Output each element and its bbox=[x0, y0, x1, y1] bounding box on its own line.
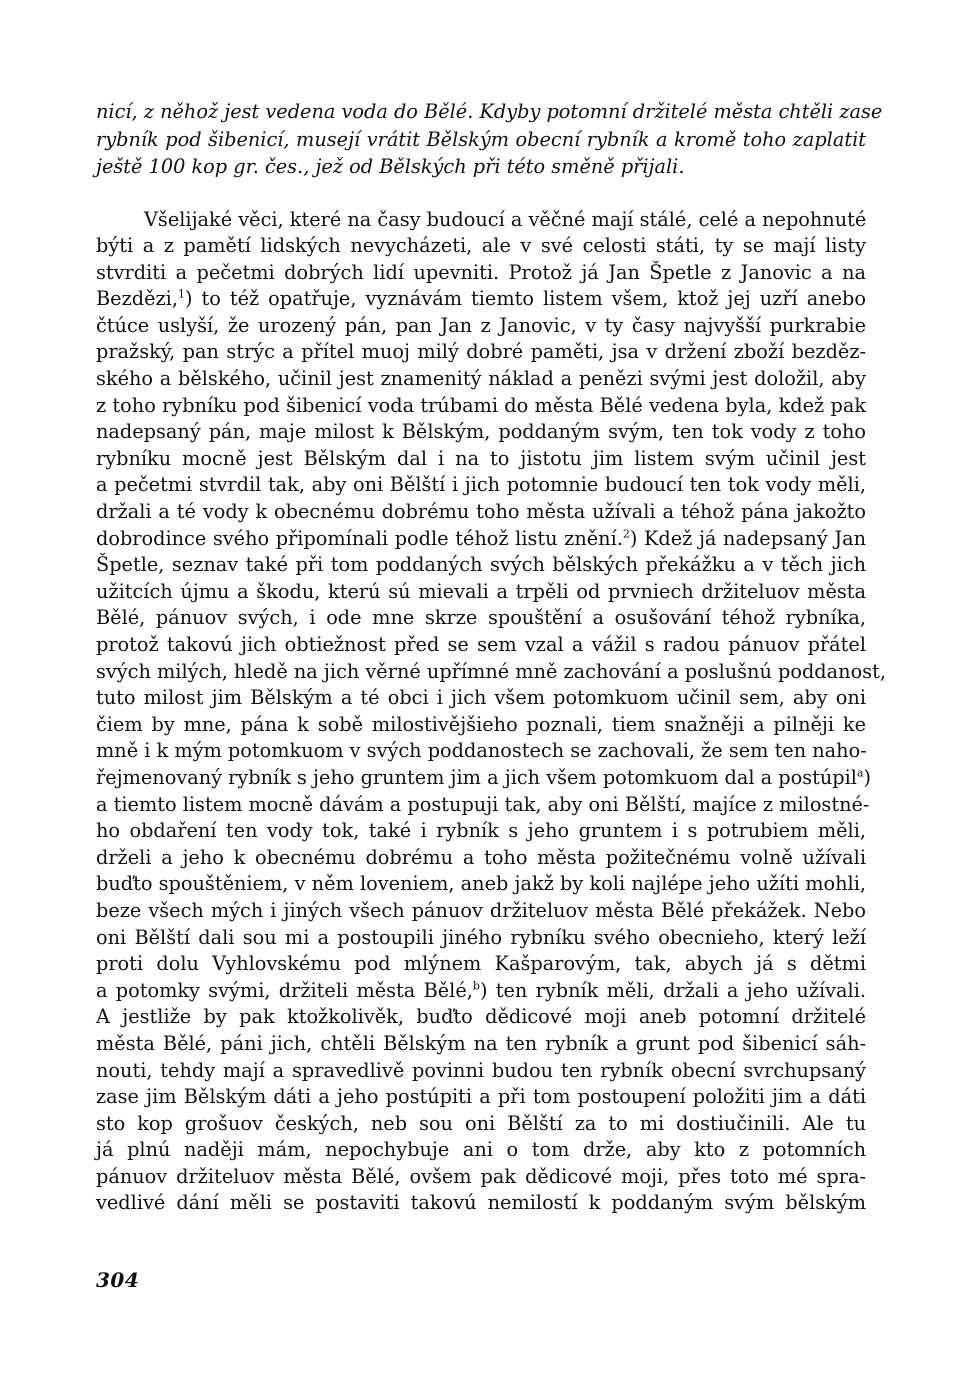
text-fragment: ) ten rybník měli, držali a jeho užívali. bbox=[479, 978, 867, 1002]
text-line: pražský, pan strýc a přítel muoj milý dobré paměti, jsa v držení zboží bezděz- bbox=[96, 340, 866, 364]
text-fragment: Bezdězi, bbox=[96, 287, 178, 311]
text-line: čiem by mne, pána k sobě milostivějšieho poznali, tiem snažněji a pilněji ke bbox=[96, 712, 866, 736]
text-fragment: ) Kdež já nadepsaný Jan bbox=[629, 526, 867, 550]
text-line: stvrditi a pečetmi dobrých lidí upevniti. Protož já Jan Špetle z Janovic a na bbox=[96, 260, 866, 284]
text-fragment: dobrodince svého připomínali podle téhož listu znění. bbox=[96, 526, 623, 550]
text-line: býti a z pamětí lidských nevycházeti, ale v své celosti státi, ty se mají listy bbox=[96, 234, 866, 258]
text-line bbox=[96, 765, 872, 792]
footnote-marker: b bbox=[472, 979, 480, 993]
summary-line: rybník pod šibenicí, musejí vrátit Bělským obecní rybník a kromě toho zaplatit bbox=[96, 127, 866, 151]
text-line: protož takovú jich obtiežnost před se sem vzal a vážil s radou pánuov přátel bbox=[96, 633, 866, 656]
text-line: ského a bělského, učinil jest znamenitý náklad a penězi svými jest doložil, aby bbox=[96, 367, 866, 391]
text-line: zase jim Bělským dáti a jeho postúpiti a při tom postoupení položiti jim a dáti bbox=[96, 1085, 866, 1109]
text-line: z toho rybníku pod šibenicí voda trúbami do města Bělé vedena byla, kdež pak bbox=[96, 393, 866, 417]
text-line: vedlivé dání měli se postaviti takovú nemilostí k poddaným svým bělským bbox=[96, 1191, 866, 1215]
text-line: držali a té vody k obecnému dobrému toho města užívali a téhož pána jakožto bbox=[96, 500, 866, 524]
summary-line: ještě 100 kop gr. čes., jež od Bělských při této směně přijali. bbox=[96, 155, 685, 178]
charter-text bbox=[96, 207, 886, 1218]
text-line: beze všech mých i jiných všech pánuov držiteluov města Bělé překážek. Nebo bbox=[96, 898, 866, 922]
text-line: proti dolu Vyhlovskému pod mlýnem Kašparovým, tak, abych já s dětmi bbox=[96, 952, 866, 976]
text-line: a tiemto listem mocně dávám a postupuji tak, aby oni Bělští, majíce z milostné- bbox=[96, 792, 870, 816]
text-line: Bělé, pánuov svých, i ode mne skrze spouštění a osušování téhož rybníka, bbox=[96, 606, 866, 630]
text-line: já plnú naději mám, nepochybuje ani o tom drže, aby kto z potomních bbox=[96, 1138, 866, 1162]
text-line: Všelijaké věci, které na časy budoucí a věčné mají stálé, celé a nepohnuté bbox=[144, 207, 867, 231]
text-fragment: ) bbox=[863, 765, 872, 789]
text-line: a pečetmi stvrdil tak, aby oni Bělští i jich potomnie budoucí ten tok vody měli, bbox=[96, 473, 866, 497]
page-content bbox=[96, 98, 886, 1217]
text-line: čtúce uslyší, že urozený pán, pan Jan z Janovic, v ty časy najvyšší purkrabie bbox=[96, 313, 866, 337]
text-line bbox=[96, 526, 866, 553]
text-line: oni Bělští dali sou mi a postoupili jiného rybníku svého obecnieho, který leží bbox=[96, 925, 866, 949]
text-line: pánuov držiteluov města Bělé, ovšem pak dědicové moji, přes toto mé spra- bbox=[96, 1164, 866, 1188]
text-fragment: a potomky svými, držiteli města Bělé, bbox=[96, 978, 473, 1002]
text-line: drželi a jeho k obecnému dobrému a toho města požitečnému volně užívali bbox=[96, 845, 866, 869]
footnote-marker: a bbox=[856, 766, 864, 780]
text-line: mně i k mým potomkuom v svých poddanostech se zachovali, že sem ten naho- bbox=[96, 739, 867, 763]
text-line: buďto spouštěniem, v něm loveniem, aneb jakž by koli najlépe jeho užíti mohli, bbox=[96, 872, 866, 896]
footnote-marker: 2 bbox=[622, 527, 630, 541]
text-line: Špetle, seznav také při tom poddaných svých bělských překážku a v těch jich bbox=[96, 553, 866, 577]
text-line: rybníku mocně jest Bělským dal i na to jistotu jim listem svým učinil jest bbox=[96, 446, 866, 470]
summary-line: nicí, z něhož jest vedena voda do Bělé. Kdyby potomní držitelé města chtěli zase bbox=[96, 100, 883, 123]
text-line: užitcích újmu a škodu, kterú sú mievali a trpěli od prvniech držiteluov města bbox=[96, 579, 866, 603]
text-line: města Bělé, páni jich, chtěli Bělským na ten rybník a grunt pod šibenicí sáh- bbox=[96, 1031, 866, 1055]
text-line: nadepsaný pán, maje milost k Bělským, poddaným svým, ten tok vody z toho bbox=[96, 420, 866, 444]
text-line: A jestliže by pak ktožkolivěk, buďto dědicové moji aneb potomní držitelé bbox=[96, 1005, 866, 1029]
text-line bbox=[96, 286, 866, 313]
text-line: svých milých, hledě na jich věrné upřímné mně zachování a poslušnú poddanost, bbox=[96, 659, 886, 683]
italic-summary bbox=[96, 98, 883, 181]
text-line: tuto milost jim Bělským a té obci i jich všem potomkuom učinil sem, aby oni bbox=[96, 686, 866, 710]
text-line bbox=[96, 978, 866, 1005]
text-line: ho obdaření ten vody tok, také i rybník s jeho gruntem i s potrubiem měli, bbox=[96, 819, 866, 843]
text-fragment: ) to též opatřuje, vyznávám tiemto listem všem, ktož jej uzří anebo bbox=[184, 287, 866, 311]
text-line: nouti, tehdy mají a spravedlivě povinni budou ten rybník obecní svrchupsaný bbox=[96, 1058, 866, 1082]
page-number: 304 bbox=[96, 1268, 140, 1292]
footnote-marker: 1 bbox=[177, 287, 185, 301]
text-line: sto kop grošuov českých, neb sou oni Bělští za to mi dostiučinili. Ale tu bbox=[96, 1111, 866, 1135]
text-fragment: řejmenovaný rybník s jeho gruntem jim a jich všem potomkuom dal a postúpil bbox=[96, 765, 857, 789]
